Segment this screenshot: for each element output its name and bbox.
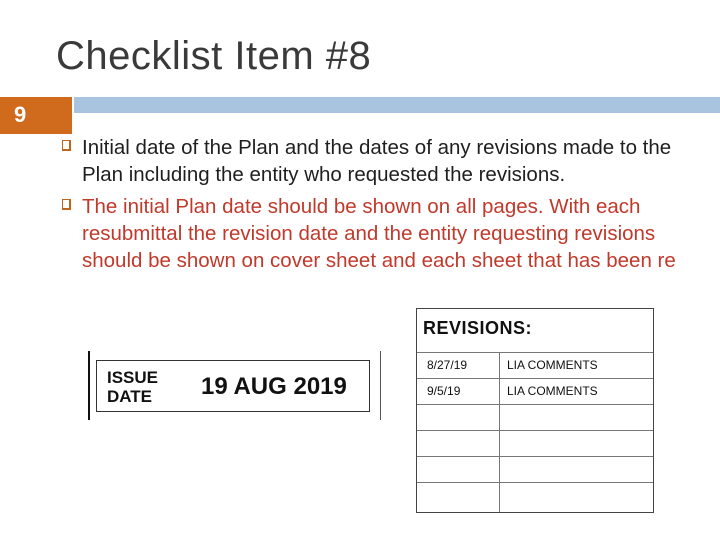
issue-date-value: 19 AUG 2019 — [201, 373, 347, 400]
accent-bar — [74, 97, 720, 113]
revision-row — [417, 378, 653, 404]
issue-label-line1: ISSUE — [107, 368, 159, 387]
bullet-item — [72, 193, 682, 274]
revision-date: 9/5/19 — [427, 384, 461, 398]
revision-row — [417, 404, 653, 430]
revision-row — [417, 456, 653, 482]
revision-row — [417, 352, 653, 378]
slide-number: 9 — [14, 102, 27, 127]
revision-row — [417, 430, 653, 456]
issue-date-box — [96, 360, 370, 412]
bullet-square-icon — [62, 199, 71, 210]
bullet-item — [72, 134, 682, 188]
bullet-square-icon — [62, 140, 71, 151]
revisions-header: REVISIONS: — [423, 318, 533, 338]
bullet-text: Initial date of the Plan and the dates of any revisions made to the Plan including the entity who requested the revisions. — [82, 136, 672, 186]
slide-number-box — [0, 97, 72, 134]
revisions-table-image — [416, 308, 654, 513]
revision-row — [417, 482, 653, 508]
bullet-list — [72, 134, 682, 279]
revisions-grid — [417, 352, 653, 508]
issue-date-image — [88, 351, 381, 420]
bullet-text: The initial Plan date should be shown on all pages. With each resubmittal the revision date and the entity requesting revisions should be shown on cover sheet and each sheet that has been re — [82, 195, 676, 272]
issue-date-label — [107, 368, 158, 406]
revision-date: 8/27/19 — [427, 358, 468, 372]
slide-title: Checklist Item #8 — [56, 34, 372, 78]
revision-desc: LIA COMMENTS — [507, 358, 598, 372]
revision-desc: LIA COMMENTS — [507, 384, 598, 398]
issue-label-line2: DATE — [107, 387, 153, 406]
